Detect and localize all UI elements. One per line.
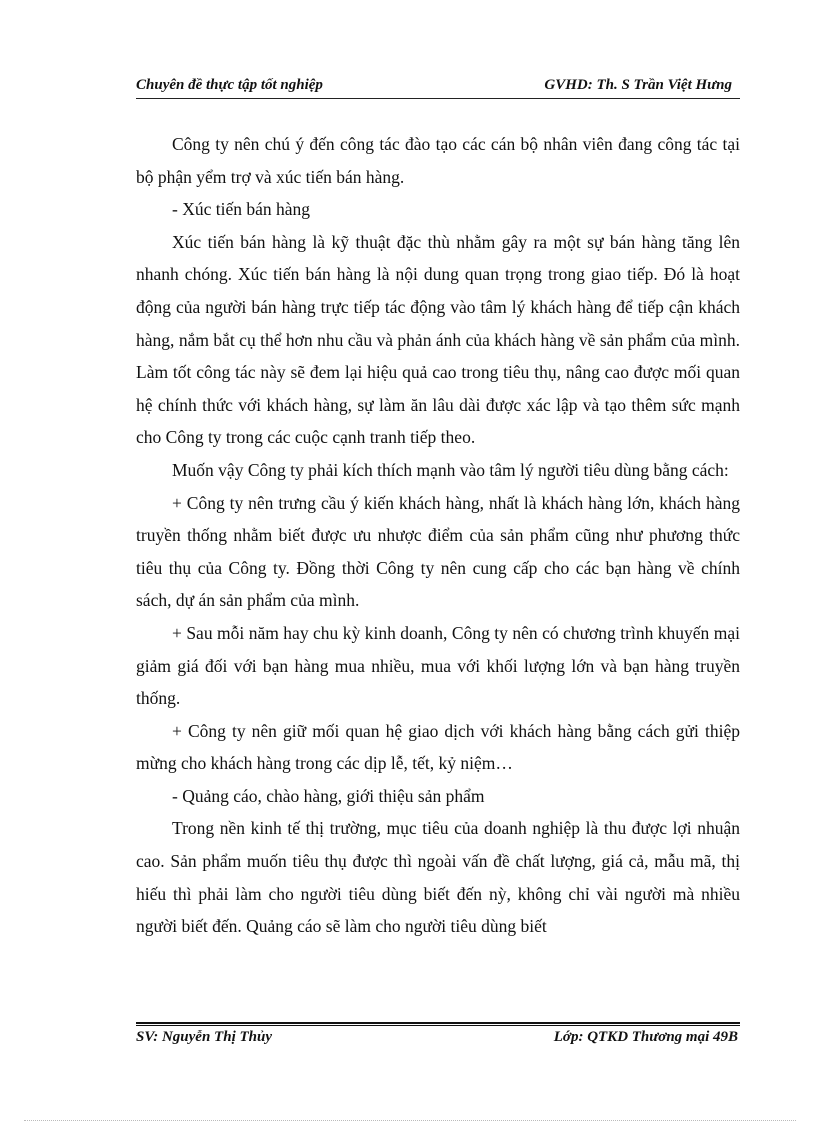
page-footer xyxy=(136,1027,740,1051)
bullet-survey: + Công ty nên trưng cầu ý kiến khách hàng, nhất là khách hàng lớn, khách hàng truyền thống nhằm biết được ưu nhược điểm của sản phẩm cũng như phương thức tiêu thụ của Công ty. Đồng thời Công ty nên cung cấp cho các bạn hàng về chính sách, dự án sản phẩm của mình. xyxy=(136,492,740,611)
footer-student: SV: Nguyễn Thị Thủy xyxy=(136,1029,272,1045)
page-bottom-divider xyxy=(24,1120,796,1121)
footer-rule-thin xyxy=(136,1025,740,1026)
heading-sales-promotion: - Xúc tiến bán hàng xyxy=(172,199,311,220)
paragraph-training: Công ty nên chú ý đến công tác đào tạo các cán bộ nhân viên đang công tác tại bộ phận yểm trợ và xúc tiến bán hàng. xyxy=(136,134,740,187)
heading-advertising: - Quảng cáo, chào hàng, giới thiệu sản phẩm xyxy=(172,785,485,806)
header-report-title: Chuyên đề thực tập tốt nghiệp xyxy=(136,77,323,93)
header-supervisor: GVHD: Th. S Trần Việt Hưng xyxy=(544,77,732,93)
footer-rule-thick xyxy=(136,1022,740,1024)
bullet-greeting-cards: + Công ty nên giữ mối quan hệ giao dịch với khách hàng bằng cách gửi thiệp mừng cho khách hàng trong các dịp lễ, tết, kỷ niệm… xyxy=(136,720,740,774)
paragraph-advertising: Trong nền kinh tế thị trường, mục tiêu của doanh nghiệp là thu được lợi nhuận cao. Sản phẩm muốn tiêu thụ được thì ngoài vấn đề chất lượng, giá cả, mẫu mã, thị hiếu thì phải làm cho người tiêu dùng biết đến nỳ, không chỉ vài người mà nhiều người biết đến. Quảng cáo sẽ làm cho người tiêu dùng biết xyxy=(136,818,740,937)
paragraph-sales-promotion: Xúc tiến bán hàng là kỹ thuật đặc thù nhằm gây ra một sự bán hàng tăng lên nhanh chóng. Xúc tiến bán hàng là nội dung quan trọng trong giao tiếp. Đó là hoạt động của người bán hàng trực tiếp tác động vào tâm lý khách hàng để tiếp cận khách hàng, nắm bắt cụ thể hơn nhu cầu và phản ánh của khách hàng về sản phẩm của mình. Làm tốt công tác này sẽ đem lại hiệu quả cao trong tiêu thụ, nâng cao được mối quan hệ chính thức với khách hàng, sự làm ăn lâu dài được xác lập và tạo thêm sức mạnh cho Công ty trong các cuộc cạnh tranh tiếp theo. xyxy=(136,231,740,448)
body-text xyxy=(136,128,740,943)
page-header xyxy=(136,74,740,99)
paragraph-stimulate: Muốn vậy Công ty phải kích thích mạnh vào tâm lý người tiêu dùng bằng cách: xyxy=(172,459,729,480)
footer-class: Lớp: QTKD Thương mại 49B xyxy=(553,1029,738,1045)
bullet-discount: + Sau mỗi năm hay chu kỳ kinh doanh, Công ty nên có chương trình khuyến mại giảm giá đối với bạn hàng mua nhiều, mua với khối lượng lớn và bạn hàng truyền thống. xyxy=(136,622,740,709)
